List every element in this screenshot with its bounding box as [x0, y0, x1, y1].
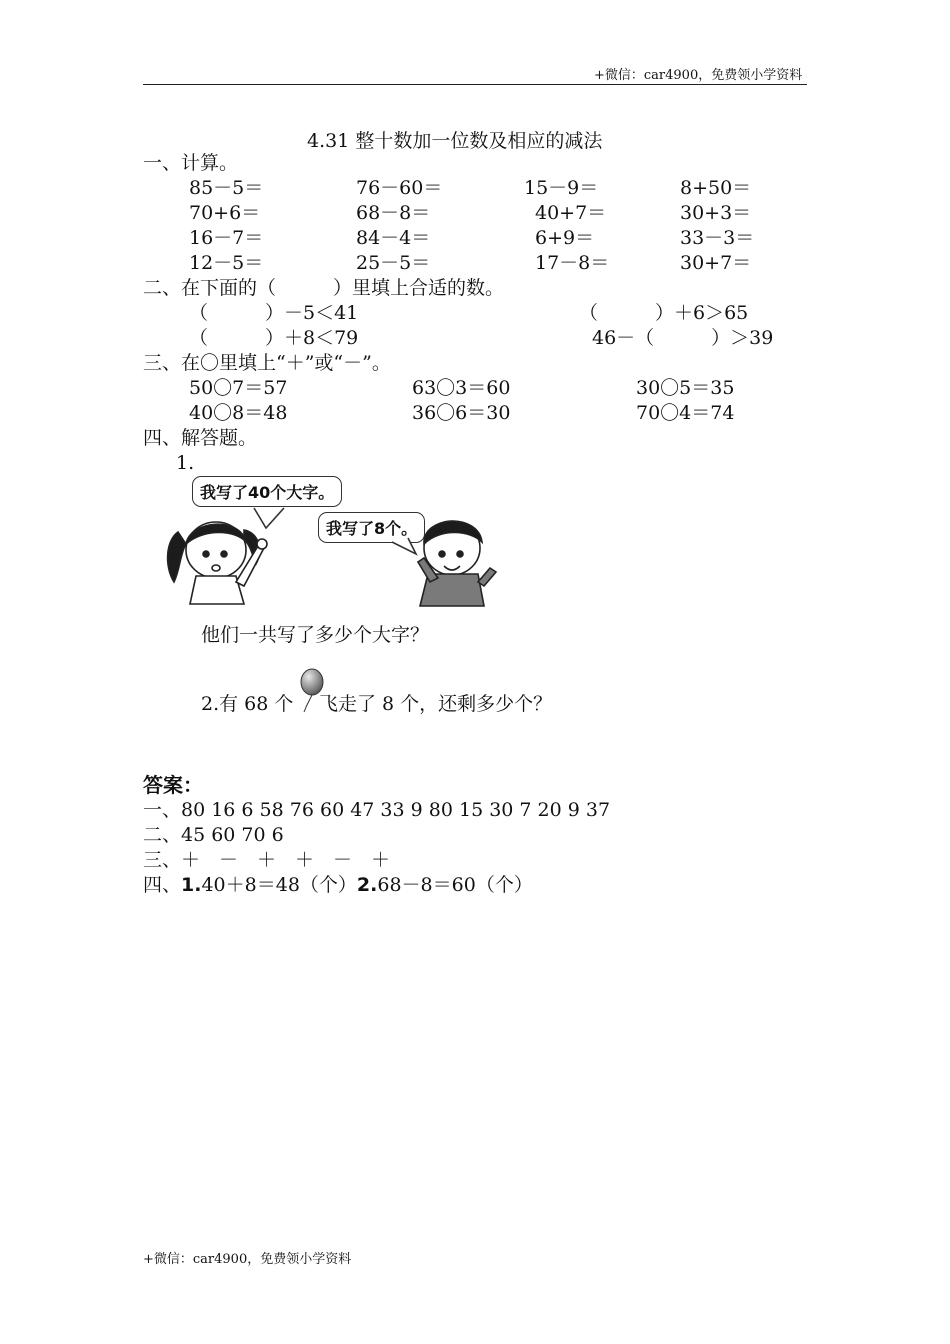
calc-item: 70+6＝: [189, 202, 261, 224]
sign-item: 70〇4＝74: [636, 402, 735, 424]
header-rule: [143, 84, 807, 85]
answers-heading: 答案：: [143, 773, 203, 797]
children-drawing: [160, 470, 500, 610]
fill-blank-item: （ ）＋8＜79: [189, 327, 359, 349]
calc-item: 33－3＝: [680, 227, 755, 249]
sign-item: 63〇3＝60: [412, 377, 511, 399]
fill-blank-item: （ ）＋6＞65: [579, 302, 749, 324]
question1-number: 1.: [176, 452, 195, 474]
sign-item: 30〇5＝35: [636, 377, 735, 399]
answer-line-1: 一、80 16 6 58 76 60 47 33 9 80 15 30 7 20 9 37: [143, 799, 611, 821]
calc-item: 12－5＝: [189, 252, 264, 274]
section4-heading: 四、解答题。: [143, 427, 258, 449]
girl-figure: [168, 522, 267, 604]
question2-before: 2.有 68 个: [201, 693, 294, 715]
calc-item: 8+50＝: [680, 177, 752, 199]
section3-heading: 三、在〇里填上“＋”或“－”。: [143, 352, 391, 374]
answer-line-3: 三、＋ － ＋ ＋ － ＋: [143, 849, 391, 871]
answer-1-text: 40＋8＝48（个）: [201, 874, 357, 896]
answer-2-text: 68－8＝60（个）: [377, 874, 533, 896]
calc-item: 84－4＝: [356, 227, 431, 249]
answer-line-2: 二、45 60 70 6: [143, 824, 284, 846]
sign-item: 50〇7＝57: [189, 377, 288, 399]
answer-1-number: 1.: [181, 874, 202, 896]
calc-item: 85－5＝: [189, 177, 264, 199]
boy-figure: [418, 521, 496, 606]
sign-item: 36〇6＝30: [412, 402, 511, 424]
girl-speech-bubble: 我写了40个大字。: [192, 476, 342, 507]
calc-item: 68－8＝: [356, 202, 431, 224]
calc-item: 15－9＝: [524, 177, 599, 199]
footer-watermark: +微信：car4900，免费领小学资料: [143, 1252, 352, 1267]
answer-line-4-prefix: 四、: [143, 874, 182, 896]
page-title: 4.31 整十数加一位数及相应的减法: [307, 130, 603, 152]
fill-blank-item: 46－（ ）＞39: [592, 327, 774, 349]
calc-item: 17－8＝: [535, 252, 610, 274]
calc-item: 6+9＝: [535, 227, 595, 249]
sign-item: 40〇8＝48: [189, 402, 288, 424]
header-watermark: +微信：car4900，免费领小学资料: [594, 68, 803, 83]
calc-item: 16－7＝: [189, 227, 264, 249]
question2-after: 飞走了 8 个，还剩多少个？: [319, 693, 553, 715]
calc-item: 30+3＝: [680, 202, 752, 224]
calc-item: 76－60＝: [356, 177, 443, 199]
fill-blank-item: （ ）－5＜41: [189, 302, 359, 324]
section2-heading: 二、在下面的（ ）里填上合适的数。: [143, 277, 505, 299]
calc-item: 25－5＝: [356, 252, 431, 274]
calc-item: 30+7＝: [680, 252, 752, 274]
answer-line-4: [143, 873, 533, 897]
boy-speech-bubble: 我写了8个。: [318, 512, 425, 543]
answer-2-number: 2.: [356, 874, 378, 896]
question1-text: 他们一共写了多少个大字？: [201, 624, 430, 646]
section1-heading: 一、计算。: [143, 152, 239, 174]
calc-item: 40+7＝: [535, 202, 607, 224]
